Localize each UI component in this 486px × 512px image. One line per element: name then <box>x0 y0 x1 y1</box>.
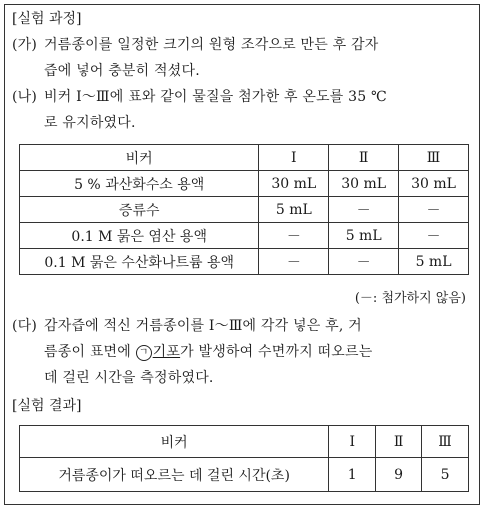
header-cell: Ⅰ <box>329 426 376 458</box>
header-cell: Ⅲ <box>399 145 469 171</box>
reagent-table <box>19 144 469 275</box>
table-row <box>20 223 469 249</box>
header-cell: 비커 <box>20 145 259 171</box>
result-table <box>19 425 469 492</box>
table-cell: 30 mL <box>329 171 399 197</box>
table-cell: 9 <box>376 458 422 492</box>
table-cell: 30 mL <box>259 171 329 197</box>
table-cell: 5 <box>422 458 469 492</box>
table-cell: 5 mL <box>399 249 469 275</box>
result-title: [실험 결과] <box>12 398 82 414</box>
table-header-row <box>20 145 469 171</box>
bubble-term: 기포 <box>152 344 181 360</box>
table-cell: 증류수 <box>20 197 259 223</box>
table-cell: 5 mL <box>259 197 329 223</box>
table-cell: 0.1 M 묽은 수산화나트륨 용액 <box>20 249 259 275</box>
circled-marker-icon: ㄱ <box>136 345 152 361</box>
table-cell: 거름종이가 떠오르는 데 걸린 시간(초) <box>20 458 329 492</box>
step-da-marker: (다) <box>12 318 38 334</box>
step-da-line2 <box>44 342 372 362</box>
table-cell: － <box>329 249 399 275</box>
table-cell: － <box>259 249 329 275</box>
table-row <box>20 249 469 275</box>
process-title: [실험 과정] <box>12 11 82 27</box>
header-cell: Ⅲ <box>422 426 469 458</box>
table-cell: － <box>259 223 329 249</box>
header-cell: Ⅰ <box>259 145 329 171</box>
table-cell: 5 mL <box>329 223 399 249</box>
header-cell: 비커 <box>20 426 329 458</box>
step-da-line2-pre: 름종이 표면에 <box>44 344 131 360</box>
step-da-line2-post: 가 발생하여 수면까지 떠오르는 <box>180 344 373 360</box>
table-cell: 5 % 과산화수소 용액 <box>20 171 259 197</box>
step-na-line2: 로 유지하였다. <box>44 115 136 131</box>
table-row <box>20 171 469 197</box>
step-ga-marker: (가) <box>12 37 38 53</box>
table-cell: 0.1 M 묽은 염산 용액 <box>20 223 259 249</box>
table-header-row <box>20 426 469 458</box>
table-cell: 30 mL <box>399 171 469 197</box>
step-ga-line1: 거름종이를 일정한 크기의 원형 조각으로 만든 후 감자 <box>44 37 379 53</box>
table-row <box>20 458 469 492</box>
table-cell: － <box>399 223 469 249</box>
step-na-line1: 비커 Ⅰ～Ⅲ에 표와 같이 물질을 첨가한 후 온도를 35 ℃ <box>44 89 387 105</box>
table-cell: 1 <box>329 458 376 492</box>
table-cell: － <box>329 197 399 223</box>
step-na-marker: (나) <box>12 89 38 105</box>
table-note: (－: 첨가하지 않음) <box>354 291 466 306</box>
step-da-line1: 감자즙에 적신 거름종이를 Ⅰ～Ⅲ에 각각 넣은 후, 거 <box>44 318 362 334</box>
step-da-line3: 데 걸린 시간을 측정하였다. <box>44 370 214 386</box>
header-cell: Ⅱ <box>329 145 399 171</box>
table-row <box>20 197 469 223</box>
header-cell: Ⅱ <box>376 426 422 458</box>
step-ga-line2: 즙에 넣어 충분히 적셨다. <box>44 63 200 79</box>
table-cell: － <box>399 197 469 223</box>
